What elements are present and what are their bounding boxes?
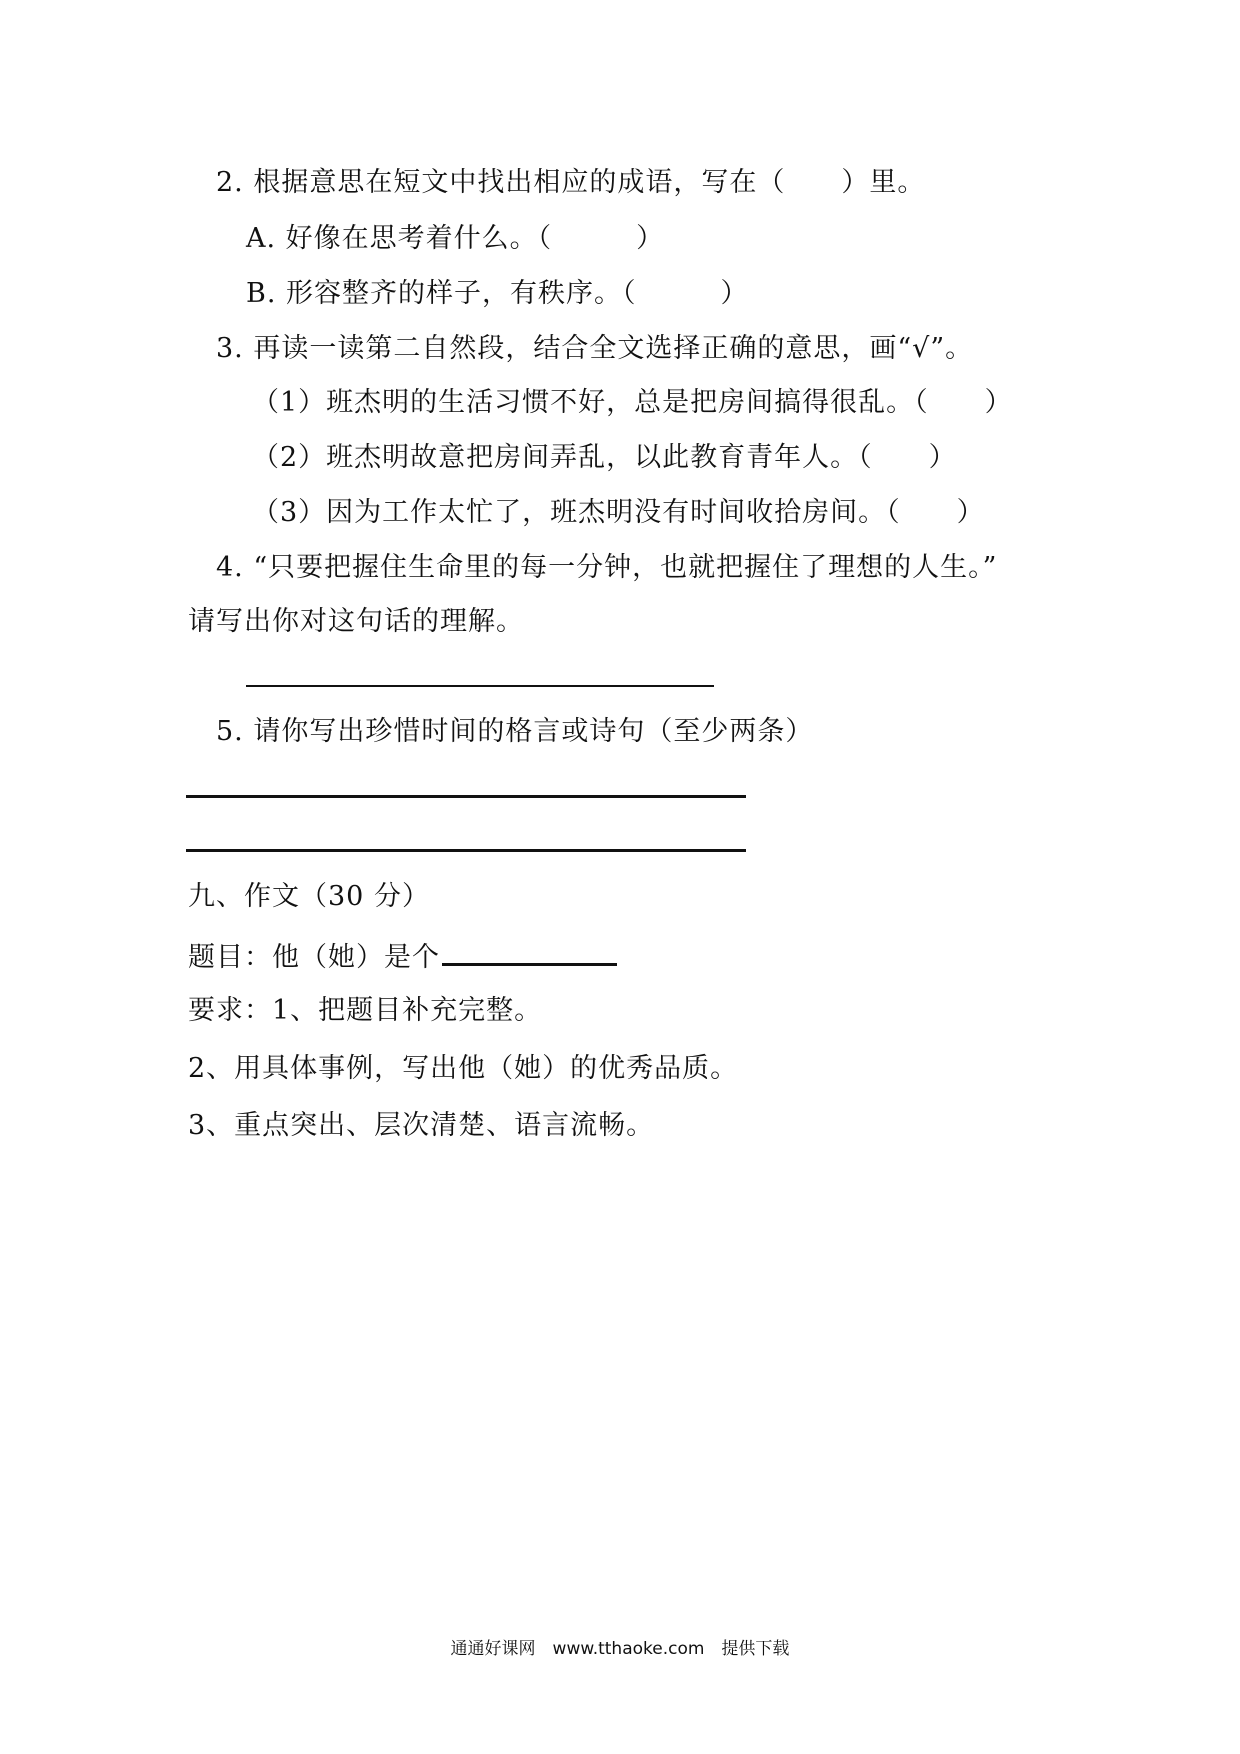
composition-requirement-1: 要求：1、把题目补充完整。 <box>188 995 543 1026</box>
page-footer: 通通好课网 www.tthaoke.com 提供下载 <box>450 1639 790 1659</box>
composition-topic-blank <box>442 937 617 966</box>
question-5-answer-line-1 <box>186 795 746 798</box>
question-3-stem: 3. 再读一读第二自然段，结合全文选择正确的意思，画“√”。 <box>216 333 974 364</box>
composition-requirement-2: 2、用具体事例，写出他（她）的优秀品质。 <box>188 1053 739 1084</box>
question-2-option-a: A. 好像在思考着什么。（ ） <box>246 223 665 254</box>
question-4-stem-line2: 请写出你对这句话的理解。 <box>188 606 524 637</box>
composition-heading: 九、作文（30 分） <box>188 881 430 912</box>
question-4-stem-line1: 4. “只要把握住生命里的每一分钟，也就把握住了理想的人生。” <box>216 552 998 583</box>
question-4-answer-line <box>246 685 714 687</box>
composition-topic-label: 题目：他（她）是个 <box>188 942 440 973</box>
question-5-stem: 5. 请你写出珍惜时间的格言或诗句（至少两条） <box>216 716 814 747</box>
composition-topic <box>188 937 617 975</box>
question-2-option-b: B. 形容整齐的样子，有秩序。（ ） <box>246 278 749 309</box>
question-2-stem: 2. 根据意思在短文中找出相应的成语，写在（ ）里。 <box>216 167 926 198</box>
question-3-option-2: （2）班杰明故意把房间弄乱，以此教育青年人。（ ） <box>252 442 957 473</box>
question-3-option-3: （3）因为工作太忙了，班杰明没有时间收拾房间。（ ） <box>252 497 985 528</box>
question-5-answer-line-2 <box>186 849 746 852</box>
composition-requirement-3: 3、重点突出、层次清楚、语言流畅。 <box>188 1110 655 1141</box>
question-3-option-1: （1）班杰明的生活习惯不好，总是把房间搞得很乱。（ ） <box>252 387 1013 418</box>
